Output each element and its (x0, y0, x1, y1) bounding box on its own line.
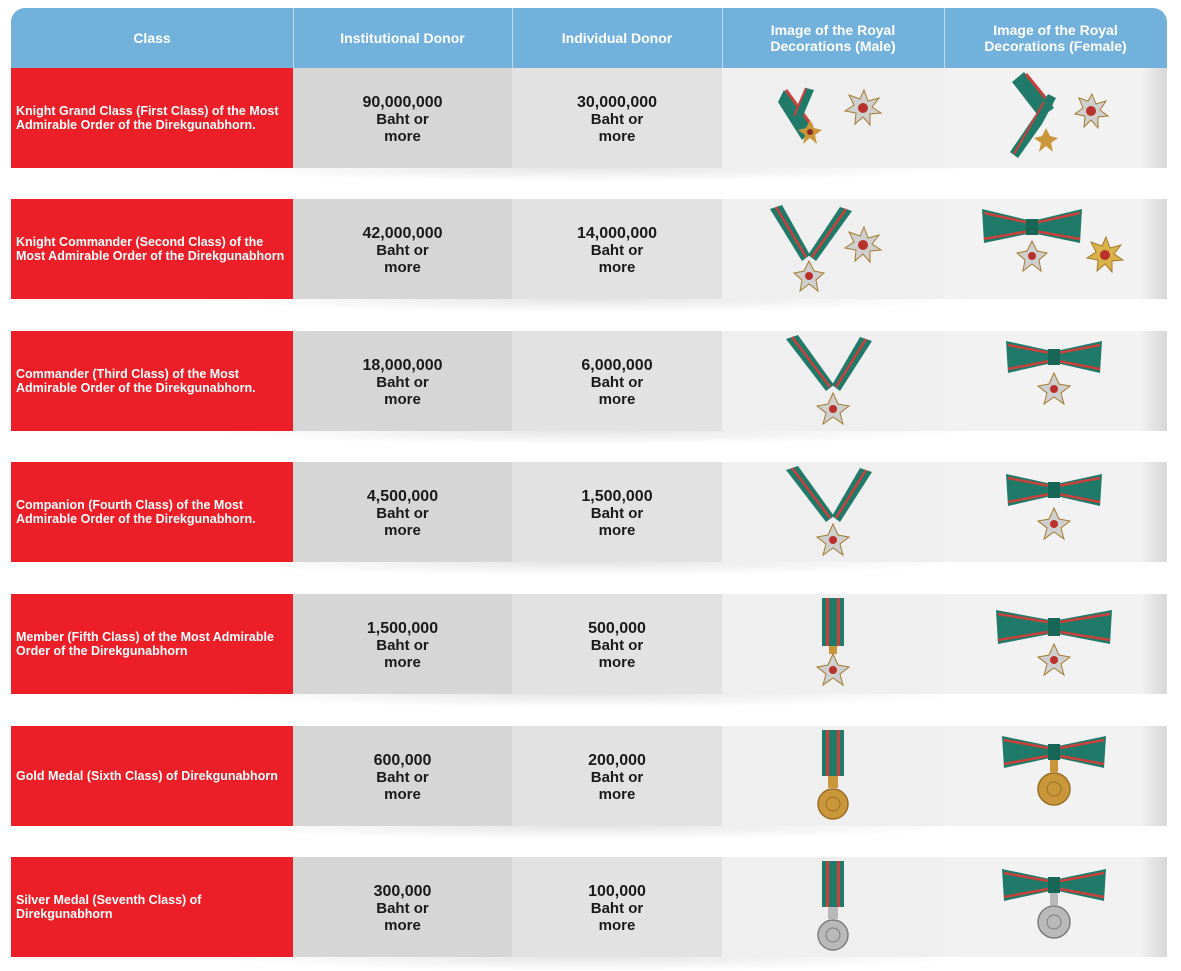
class-cell (11, 594, 293, 694)
sash-bow-and-star-icon (944, 68, 1167, 168)
individual-cell (512, 199, 722, 299)
institutional-cell (293, 462, 512, 562)
bow-badge-icon (944, 594, 1167, 694)
individual-amount: 14,000,000 (576, 225, 658, 242)
institutional-amount: 300,000 (373, 883, 432, 900)
female-image-cell (944, 594, 1167, 694)
table-row (11, 462, 1167, 562)
male-image-cell (722, 199, 944, 299)
amount-unit: Baht or (376, 505, 429, 522)
amount-more: more (384, 654, 421, 671)
individual-cell (512, 68, 722, 168)
female-image-cell (944, 462, 1167, 562)
institutional-amount: 18,000,000 (362, 357, 443, 374)
female-image-cell (944, 857, 1167, 957)
institutional-cell (293, 857, 512, 957)
class-cell (11, 68, 293, 168)
gold-medal-icon (722, 726, 944, 826)
individual-amount: 1,500,000 (581, 488, 653, 505)
individual-amount: 500,000 (588, 620, 646, 637)
class-cell (11, 331, 293, 431)
institutional-amount: 42,000,000 (362, 225, 443, 242)
class-name: Commander (Third Class) of the Most Admirable Order of the Direkgunabhorn. (16, 367, 256, 395)
institutional-cell (293, 199, 512, 299)
amount-unit: Baht or (376, 900, 429, 917)
table-row (11, 331, 1167, 431)
amount-more: more (598, 259, 636, 276)
necklet-badge-icon (722, 462, 944, 562)
class-name: Knight Commander (Second Class) of the Most Admirable Order of the Direkgunabhorn (16, 235, 285, 263)
female-image-cell (944, 331, 1167, 431)
amount-unit: Baht or (376, 374, 429, 391)
table-row (11, 68, 1167, 168)
amount-unit: Baht or (590, 242, 644, 259)
amount-unit: Baht or (376, 111, 429, 128)
individual-cell (512, 462, 722, 562)
header-male-image: Image of the Royal Decorations (Male) (722, 8, 944, 68)
amount-more: more (384, 259, 421, 276)
amount-unit: Baht or (376, 242, 429, 259)
header-divider (722, 8, 723, 68)
bow-badge-and-star-icon (944, 199, 1167, 299)
amount-unit: Baht or (590, 505, 644, 522)
amount-more: more (384, 522, 421, 539)
ribbon-badge-icon (722, 594, 944, 694)
female-image-cell (944, 726, 1167, 826)
amount-more: more (598, 522, 636, 539)
male-image-cell (722, 462, 944, 562)
necklet-badge-icon (722, 331, 944, 431)
class-cell (11, 726, 293, 826)
amount-unit: Baht or (590, 769, 644, 786)
individual-amount: 30,000,000 (576, 94, 658, 111)
amount-more: more (598, 786, 636, 803)
header-individual-donor: Individual Donor (512, 8, 722, 68)
bow-silver-medal-icon (944, 857, 1167, 957)
class-name: Gold Medal (Sixth Class) of Direkgunabhorn (16, 769, 278, 783)
class-cell (11, 199, 293, 299)
sash-and-star-icon (722, 68, 944, 168)
institutional-cell (293, 594, 512, 694)
female-image-cell (944, 68, 1167, 168)
amount-more: more (384, 391, 421, 408)
table-row (11, 199, 1167, 299)
institutional-amount: 4,500,000 (366, 488, 439, 505)
bow-gold-medal-icon (944, 726, 1167, 826)
amount-unit: Baht or (376, 637, 429, 654)
male-image-cell (722, 726, 944, 826)
individual-amount: 6,000,000 (581, 357, 653, 374)
institutional-cell (293, 726, 512, 826)
institutional-cell (293, 68, 512, 168)
table-header (11, 8, 1167, 68)
individual-cell (512, 594, 722, 694)
individual-cell (512, 726, 722, 826)
header-class: Class (11, 8, 293, 68)
individual-amount: 100,000 (588, 883, 646, 900)
class-name: Silver Medal (Seventh Class) of Direkgunabhorn (16, 893, 202, 921)
class-name: Member (Fifth Class) of the Most Admirable Order of the Direkgunabhorn (16, 630, 274, 658)
class-name: Knight Grand Class (First Class) of the Most Admirable Order of the Direkgunabhorn. (16, 104, 279, 132)
bow-badge-icon (944, 462, 1167, 562)
institutional-cell (293, 331, 512, 431)
header-female-image: Image of the Royal Decorations (Female) (944, 8, 1167, 68)
amount-unit: Baht or (590, 637, 644, 654)
class-name: Companion (Fourth Class) of the Most Admirable Order of the Direkgunabhorn. (16, 498, 256, 526)
header-divider (512, 8, 513, 68)
amount-more: more (598, 128, 636, 145)
amount-unit: Baht or (590, 900, 644, 917)
institutional-amount: 1,500,000 (366, 620, 439, 637)
amount-unit: Baht or (590, 111, 644, 128)
amount-unit: Baht or (590, 374, 644, 391)
header-institutional-donor: Institutional Donor (293, 8, 512, 68)
header-divider (293, 8, 294, 68)
male-image-cell (722, 594, 944, 694)
amount-more: more (598, 917, 636, 934)
institutional-amount: 600,000 (373, 752, 432, 769)
table-row (11, 594, 1167, 694)
amount-unit: Baht or (376, 769, 429, 786)
class-cell (11, 857, 293, 957)
male-image-cell (722, 68, 944, 168)
amount-more: more (598, 654, 636, 671)
bow-badge-icon (944, 331, 1167, 431)
class-cell (11, 462, 293, 562)
female-image-cell (944, 199, 1167, 299)
amount-more: more (384, 128, 421, 145)
amount-more: more (598, 391, 636, 408)
silver-medal-icon (722, 857, 944, 957)
individual-amount: 200,000 (588, 752, 646, 769)
individual-cell (512, 331, 722, 431)
individual-cell (512, 857, 722, 957)
header-divider (944, 8, 945, 68)
amount-more: more (384, 917, 421, 934)
male-image-cell (722, 857, 944, 957)
table-row (11, 857, 1167, 957)
amount-more: more (384, 786, 421, 803)
table-row (11, 726, 1167, 826)
male-image-cell (722, 331, 944, 431)
institutional-amount: 90,000,000 (362, 94, 443, 111)
necklet-and-star-icon (722, 199, 944, 299)
